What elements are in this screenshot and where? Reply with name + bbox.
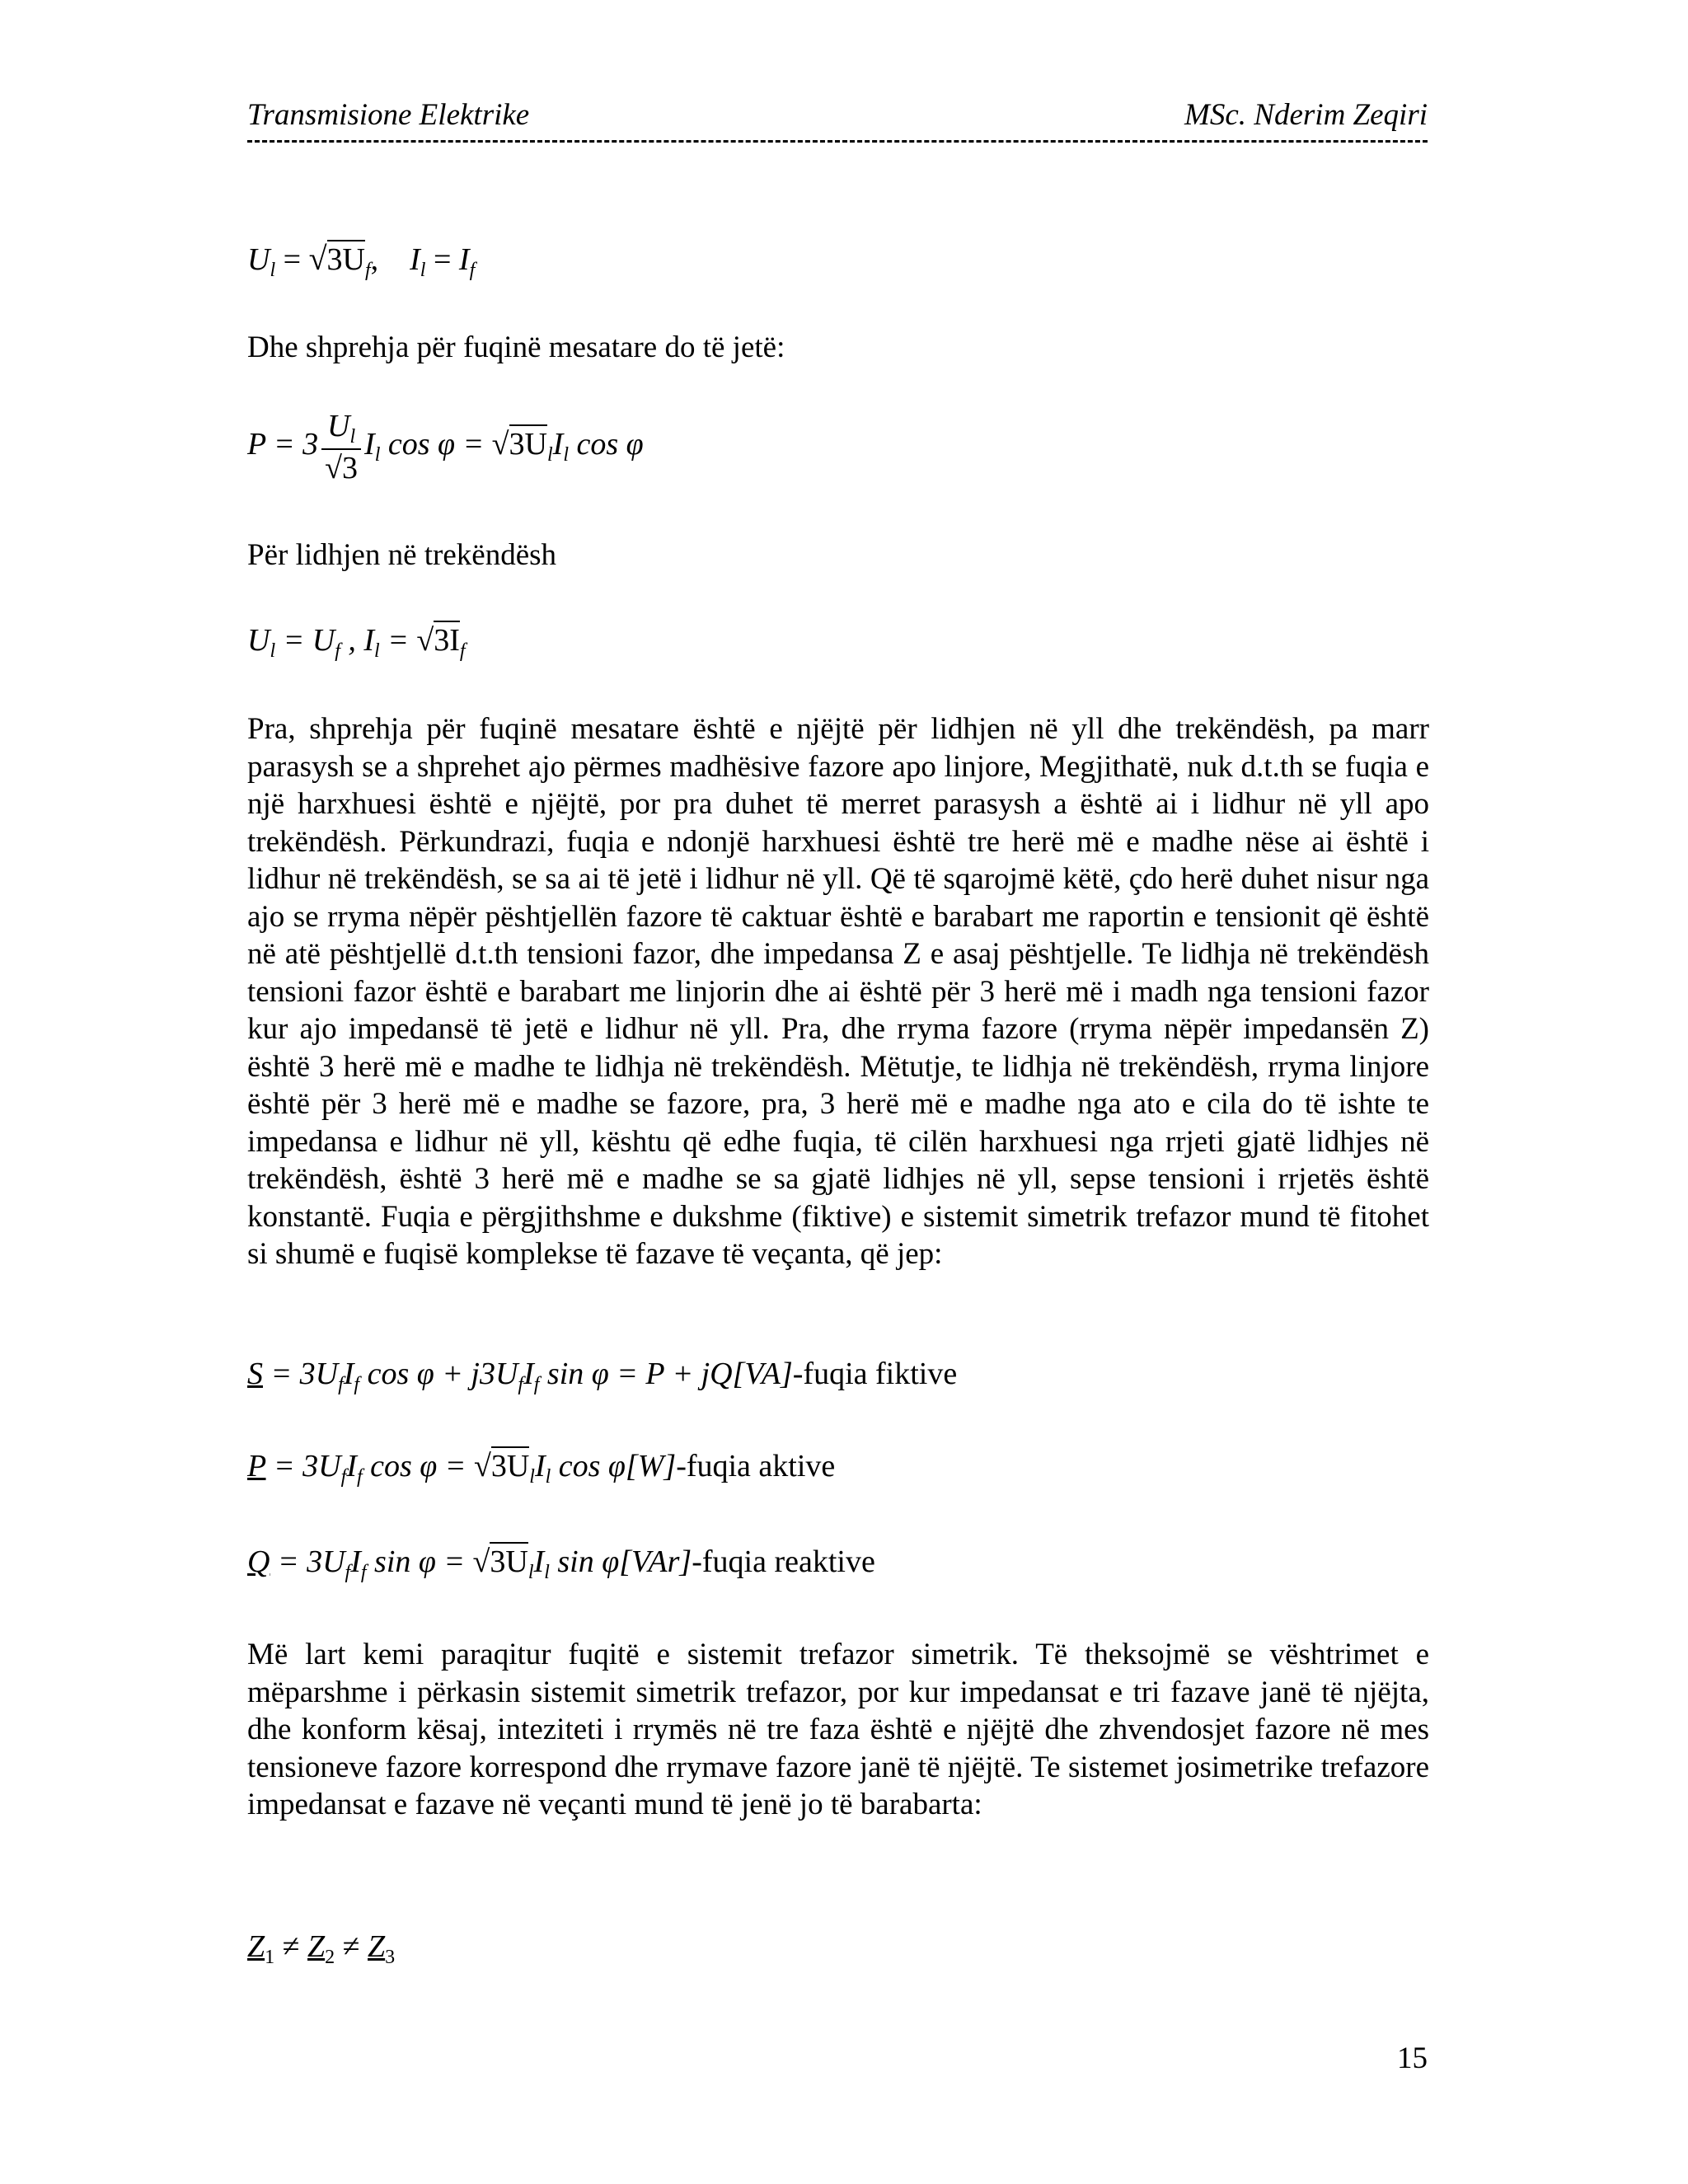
eq-operator: ≠ — [274, 1929, 307, 1964]
equation-apparent-power — [247, 1356, 957, 1396]
eq-subscript: l — [420, 260, 426, 281]
eq-subscript: 1 — [265, 1947, 275, 1968]
eq-term: cos φ + j3U — [359, 1357, 518, 1391]
eq-lhs: S — [247, 1357, 263, 1391]
eq-symbol: U — [247, 242, 270, 277]
eq-term: sin φ = √ — [366, 1544, 490, 1579]
eq-symbol: U — [327, 409, 350, 443]
eq-subscript: f — [356, 1466, 363, 1488]
text-delta-intro: Për lidhjen në trekëndësh — [247, 538, 557, 572]
eq-subscript: l — [374, 444, 381, 466]
eq-subscript: l — [374, 640, 380, 662]
eq-operator: = — [275, 242, 309, 277]
eq-subscript: l — [528, 1562, 534, 1583]
eq-term: sin φ[VAr] — [549, 1544, 692, 1579]
equation-impedance-inequality — [247, 1929, 395, 1969]
eq-subscript: l — [545, 1466, 551, 1488]
text-power-intro: Dhe shprehja për fuqinë mesatare do të jetë: — [247, 330, 785, 364]
eq-subscript: l — [349, 426, 356, 448]
equation-average-power — [247, 408, 644, 486]
eq-symbol: Z — [247, 1929, 265, 1964]
eq-subscript: f — [469, 260, 476, 281]
eq-lhs: P — [247, 1449, 266, 1483]
fraction — [321, 408, 361, 486]
eq-symbol: I — [350, 1544, 361, 1579]
fraction-numerator — [321, 408, 361, 450]
equation-star-connection — [247, 239, 475, 282]
eq-symbol: I — [346, 1449, 357, 1483]
eq-subscript: f — [354, 1374, 360, 1395]
eq-term: sin φ = P + jQ[VA] — [539, 1357, 793, 1391]
eq-term: cos φ — [569, 427, 644, 462]
eq-subscript: l — [270, 260, 276, 281]
eq-term: cos φ = √ — [362, 1449, 491, 1483]
eq-symbol: I — [410, 242, 420, 277]
sqrt-content: 3U — [490, 1542, 528, 1579]
eq-symbol: I — [552, 427, 564, 462]
eq-symbol: I — [364, 427, 375, 462]
eq-subscript: f — [459, 640, 466, 662]
eq-symbol: I — [534, 1449, 546, 1483]
equation-delta-connection — [247, 622, 466, 663]
equation-active-power — [247, 1448, 835, 1488]
eq-subscript: 3 — [385, 1947, 396, 1968]
sqrt-symbol: √ — [308, 240, 327, 277]
eq-subscript: 2 — [325, 1947, 335, 1968]
eq-symbol: Z — [368, 1929, 386, 1964]
eq-term: cos φ[W] — [551, 1449, 677, 1483]
eq-subscript: f — [518, 1374, 524, 1395]
eq-label: -fuqia aktive — [676, 1449, 836, 1483]
eq-term: = 3U — [263, 1357, 339, 1391]
sqrt-content: 3I — [434, 621, 460, 658]
eq-subscript: f — [345, 1562, 351, 1583]
eq-subscript: f — [360, 1562, 367, 1583]
sqrt-content: 3U — [509, 424, 547, 462]
eq-symbol: U — [247, 623, 270, 658]
eq-operator: ≠ — [335, 1929, 368, 1964]
eq-lhs: P = 3 — [247, 427, 319, 462]
eq-term: = U — [275, 623, 335, 658]
eq-subscript: l — [270, 640, 276, 662]
header-divider — [247, 140, 1428, 143]
eq-symbol: I — [343, 1357, 354, 1391]
eq-subscript: f — [364, 260, 371, 281]
eq-subscript: l — [563, 444, 569, 466]
eq-term: , I — [340, 623, 375, 658]
paragraph-asymmetric-systems: Më lart kemi paraqitur fuqitë e sistemit trefazor simetrik. Të theksojmë se vështrimet e mëparshme i përkasin sistemit simetrik trefazor, por kur impedansat e tri fazave janë të njëjta, dhe konform kësaj, inteziteti i rrymës në tre faza është e njëjtë dhe zhvendosjet fazore në mes tensioneve fazore korrespond dhe rrymave fazore janë të njëjtë. Te sistemet josimetrike trefazore impedansat e fazave në veçanti mund të jenë jo të barabarta: — [247, 1638, 1429, 1821]
eq-symbol: I — [523, 1357, 534, 1391]
eq-symbol: I — [458, 242, 470, 277]
eq-label: -fuqia reaktive — [692, 1544, 875, 1579]
eq-subscript: l — [529, 1466, 535, 1488]
eq-separator: , — [370, 242, 379, 277]
eq-term: = 3U — [270, 1544, 345, 1579]
eq-term: = 3U — [265, 1449, 341, 1483]
eq-label: -fuqia fiktive — [792, 1357, 958, 1391]
eq-subscript: l — [547, 444, 553, 466]
equation-reactive-power — [247, 1544, 875, 1584]
paragraph-power-explanation: Pra, shprehja për fuqinë mesatare është e njëjtë për lidhjen në yll dhe trekëndësh, pa marr parasysh se a shprehet ajo përmes madhësive fazore apo linjore, Megjithatë, nuk d.t.th se fuqia e një harxhuesi është e njëjtë, por pra duhet të merret parasysh a është ai i lidhur në yll apo trekëndësh. Përkundrazi, fuqia e ndonjë harxhuesi është tre herë më e madhe nëse ai është i lidhur në trekëndësh, se sa ai të jetë i lidhur në yll. Që të sqarojmë këtë, çdo herë duhet nisur nga ajo se rryma nëpër pështjellën fazore të caktuar është e barabart me raportin e tensionit që është në atë pështjellë d.t.th tensioni fazor, dhe impedansa Z e asaj pështjelle. Te lidhja në trekëndësh tensioni fazor është e barabart me linjorin dhe ai është për 3 herë më i madh nga tensioni fazor kur ajo impedansë të jetë e lidhur në yll. Pra, dhe rryma fazore (rryma nëpër impedansën Z) është 3 herë më e madhe te lidhja në trekëndësh. Mëtutje, te lidhja në trekëndësh, rryma linjore është për 3 herë më e madhe se fazore, pra, 3 herë më e madhe nga ato e cila do të ishte te impedansa e lidhur në yll, kështu që edhe fuqia, të cilën harxhuesi nga rrjeti gjatë lidhjes në trekëndësh, është 3 herë më e madhe se sa gjatë lidhjes në yll, sepse tensioni i rrjetës është konstantë. Fuqia e përgjithshme e dukshme (fiktive) e sistemit simetrik trefazor mund të fitohet si shumë e fuqisë komplekse të fazave të veçanta, që jep: — [247, 712, 1429, 1271]
eq-symbol: Z — [307, 1929, 326, 1964]
eq-subscript: f — [533, 1374, 540, 1395]
fraction-denominator: √3 — [325, 451, 359, 485]
eq-symbol: I — [533, 1544, 545, 1579]
eq-term: cos φ = √ — [380, 427, 509, 462]
eq-subscript: l — [544, 1562, 550, 1583]
sqrt-content: 3U — [491, 1446, 529, 1483]
header-author: MSc. Nderim Zeqiri — [1184, 98, 1428, 132]
eq-lhs: Q — [247, 1544, 270, 1579]
page-number: 15 — [1397, 2041, 1428, 2075]
eq-operator: = — [425, 242, 459, 277]
eq-subscript: f — [335, 640, 340, 662]
eq-subscript: f — [338, 1374, 344, 1395]
header-title: Transmisione Elektrike — [247, 98, 530, 132]
eq-subscript: f — [340, 1466, 347, 1488]
sqrt-content: 3U — [327, 240, 365, 277]
eq-term: = √ — [379, 623, 434, 658]
